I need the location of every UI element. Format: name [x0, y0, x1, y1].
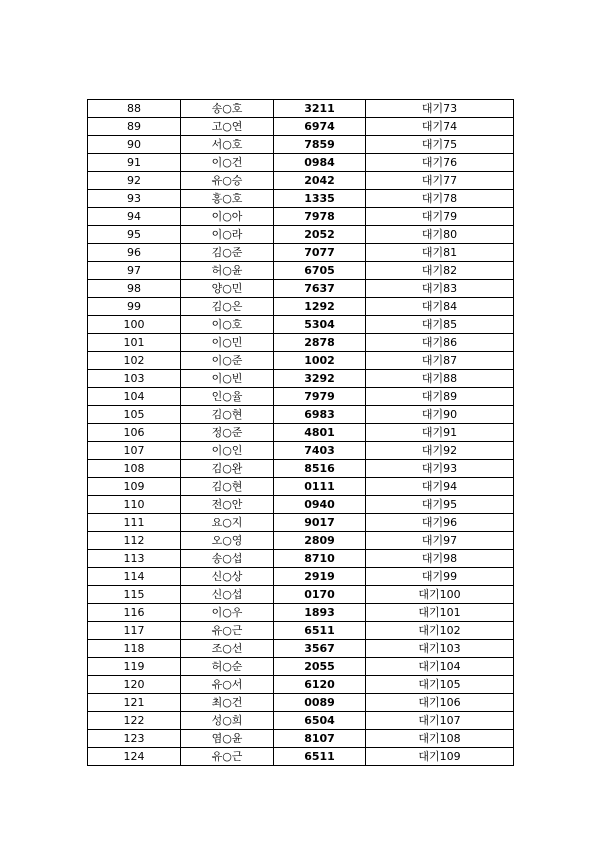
table-row — [88, 334, 514, 352]
name-cell: 서○호 — [181, 136, 274, 154]
row-number-cell: 111 — [88, 514, 181, 532]
row-number-cell: 110 — [88, 496, 181, 514]
wait-status-cell: 대기100 — [366, 586, 514, 604]
wait-status-cell: 대기89 — [366, 388, 514, 406]
table-row — [88, 136, 514, 154]
wait-status-cell: 대기107 — [366, 712, 514, 730]
row-number-cell: 105 — [88, 406, 181, 424]
wait-status-cell: 대기92 — [366, 442, 514, 460]
row-number-cell: 116 — [88, 604, 181, 622]
table-row — [88, 676, 514, 694]
table-row — [88, 370, 514, 388]
wait-status-cell: 대기106 — [366, 694, 514, 712]
row-number-cell: 114 — [88, 568, 181, 586]
wait-status-cell: 대기104 — [366, 658, 514, 676]
name-cell: 염○윤 — [181, 730, 274, 748]
name-cell: 허○윤 — [181, 262, 274, 280]
waitlist-table-body — [88, 100, 514, 766]
row-number-cell: 120 — [88, 676, 181, 694]
name-cell: 허○순 — [181, 658, 274, 676]
row-number-cell: 100 — [88, 316, 181, 334]
name-cell: 이○라 — [181, 226, 274, 244]
row-number-cell: 113 — [88, 550, 181, 568]
wait-status-cell: 대기99 — [366, 568, 514, 586]
code-cell: 4801 — [274, 424, 366, 442]
name-cell: 양○민 — [181, 280, 274, 298]
table-row — [88, 550, 514, 568]
code-cell: 7637 — [274, 280, 366, 298]
name-cell: 고○연 — [181, 118, 274, 136]
wait-status-cell: 대기88 — [366, 370, 514, 388]
code-cell: 2878 — [274, 334, 366, 352]
wait-status-cell: 대기79 — [366, 208, 514, 226]
wait-status-cell: 대기96 — [366, 514, 514, 532]
row-number-cell: 112 — [88, 532, 181, 550]
wait-status-cell: 대기85 — [366, 316, 514, 334]
wait-status-cell: 대기103 — [366, 640, 514, 658]
row-number-cell: 121 — [88, 694, 181, 712]
name-cell: 김○준 — [181, 244, 274, 262]
table-row — [88, 316, 514, 334]
name-cell: 성○희 — [181, 712, 274, 730]
code-cell: 8107 — [274, 730, 366, 748]
name-cell: 이○건 — [181, 154, 274, 172]
table-row — [88, 622, 514, 640]
table-row — [88, 118, 514, 136]
name-cell: 이○인 — [181, 442, 274, 460]
waitlist-table — [87, 99, 514, 766]
code-cell: 0984 — [274, 154, 366, 172]
name-cell: 김○은 — [181, 298, 274, 316]
name-cell: 이○호 — [181, 316, 274, 334]
wait-status-cell: 대기95 — [366, 496, 514, 514]
table-row — [88, 604, 514, 622]
name-cell: 이○우 — [181, 604, 274, 622]
name-cell: 김○완 — [181, 460, 274, 478]
wait-status-cell: 대기77 — [366, 172, 514, 190]
row-number-cell: 117 — [88, 622, 181, 640]
name-cell: 유○서 — [181, 676, 274, 694]
code-cell: 0940 — [274, 496, 366, 514]
table-row — [88, 586, 514, 604]
name-cell: 전○안 — [181, 496, 274, 514]
row-number-cell: 115 — [88, 586, 181, 604]
code-cell: 7979 — [274, 388, 366, 406]
code-cell: 8516 — [274, 460, 366, 478]
code-cell: 2919 — [274, 568, 366, 586]
table-row — [88, 190, 514, 208]
wait-status-cell: 대기94 — [366, 478, 514, 496]
name-cell: 유○근 — [181, 748, 274, 766]
code-cell: 6983 — [274, 406, 366, 424]
name-cell: 이○준 — [181, 352, 274, 370]
table-row — [88, 244, 514, 262]
code-cell: 6504 — [274, 712, 366, 730]
row-number-cell: 92 — [88, 172, 181, 190]
row-number-cell: 88 — [88, 100, 181, 118]
wait-status-cell: 대기98 — [366, 550, 514, 568]
table-row — [88, 496, 514, 514]
row-number-cell: 89 — [88, 118, 181, 136]
wait-status-cell: 대기91 — [366, 424, 514, 442]
wait-status-cell: 대기93 — [366, 460, 514, 478]
row-number-cell: 118 — [88, 640, 181, 658]
name-cell: 이○민 — [181, 334, 274, 352]
name-cell: 송○호 — [181, 100, 274, 118]
code-cell: 7978 — [274, 208, 366, 226]
code-cell: 2052 — [274, 226, 366, 244]
code-cell: 0111 — [274, 478, 366, 496]
name-cell: 최○건 — [181, 694, 274, 712]
wait-status-cell: 대기86 — [366, 334, 514, 352]
row-number-cell: 93 — [88, 190, 181, 208]
name-cell: 김○현 — [181, 406, 274, 424]
row-number-cell: 119 — [88, 658, 181, 676]
table-row — [88, 406, 514, 424]
code-cell: 9017 — [274, 514, 366, 532]
wait-status-cell: 대기73 — [366, 100, 514, 118]
code-cell: 2809 — [274, 532, 366, 550]
row-number-cell: 101 — [88, 334, 181, 352]
row-number-cell: 102 — [88, 352, 181, 370]
wait-status-cell: 대기101 — [366, 604, 514, 622]
row-number-cell: 98 — [88, 280, 181, 298]
row-number-cell: 106 — [88, 424, 181, 442]
table-row — [88, 478, 514, 496]
name-cell: 조○선 — [181, 640, 274, 658]
name-cell: 김○현 — [181, 478, 274, 496]
table-row — [88, 262, 514, 280]
table-row — [88, 172, 514, 190]
row-number-cell: 123 — [88, 730, 181, 748]
row-number-cell: 107 — [88, 442, 181, 460]
row-number-cell: 108 — [88, 460, 181, 478]
name-cell: 홍○호 — [181, 190, 274, 208]
code-cell: 2055 — [274, 658, 366, 676]
code-cell: 3211 — [274, 100, 366, 118]
name-cell: 유○승 — [181, 172, 274, 190]
name-cell: 이○빈 — [181, 370, 274, 388]
name-cell: 유○근 — [181, 622, 274, 640]
wait-status-cell: 대기108 — [366, 730, 514, 748]
table-row — [88, 568, 514, 586]
wait-status-cell: 대기74 — [366, 118, 514, 136]
wait-status-cell: 대기109 — [366, 748, 514, 766]
code-cell: 0089 — [274, 694, 366, 712]
row-number-cell: 95 — [88, 226, 181, 244]
table-row — [88, 730, 514, 748]
code-cell: 8710 — [274, 550, 366, 568]
table-row — [88, 460, 514, 478]
name-cell: 오○영 — [181, 532, 274, 550]
row-number-cell: 103 — [88, 370, 181, 388]
code-cell: 1893 — [274, 604, 366, 622]
code-cell: 1002 — [274, 352, 366, 370]
wait-status-cell: 대기102 — [366, 622, 514, 640]
table-row — [88, 748, 514, 766]
code-cell: 3292 — [274, 370, 366, 388]
table-row — [88, 226, 514, 244]
code-cell: 2042 — [274, 172, 366, 190]
table-row — [88, 154, 514, 172]
name-cell: 인○율 — [181, 388, 274, 406]
row-number-cell: 96 — [88, 244, 181, 262]
code-cell: 7859 — [274, 136, 366, 154]
row-number-cell: 91 — [88, 154, 181, 172]
code-cell: 6705 — [274, 262, 366, 280]
row-number-cell: 122 — [88, 712, 181, 730]
table-row — [88, 388, 514, 406]
wait-status-cell: 대기76 — [366, 154, 514, 172]
wait-status-cell: 대기105 — [366, 676, 514, 694]
code-cell: 6974 — [274, 118, 366, 136]
wait-status-cell: 대기90 — [366, 406, 514, 424]
wait-status-cell: 대기83 — [366, 280, 514, 298]
wait-status-cell: 대기80 — [366, 226, 514, 244]
table-row — [88, 532, 514, 550]
wait-status-cell: 대기87 — [366, 352, 514, 370]
wait-status-cell: 대기97 — [366, 532, 514, 550]
name-cell: 정○준 — [181, 424, 274, 442]
code-cell: 1335 — [274, 190, 366, 208]
name-cell: 이○아 — [181, 208, 274, 226]
table-row — [88, 712, 514, 730]
row-number-cell: 97 — [88, 262, 181, 280]
row-number-cell: 109 — [88, 478, 181, 496]
wait-status-cell: 대기78 — [366, 190, 514, 208]
table-row — [88, 514, 514, 532]
name-cell: 송○섭 — [181, 550, 274, 568]
name-cell: 신○섭 — [181, 586, 274, 604]
code-cell: 5304 — [274, 316, 366, 334]
table-row — [88, 298, 514, 316]
table-row — [88, 658, 514, 676]
name-cell: 요○지 — [181, 514, 274, 532]
table-row — [88, 280, 514, 298]
wait-status-cell: 대기84 — [366, 298, 514, 316]
row-number-cell: 124 — [88, 748, 181, 766]
wait-status-cell: 대기75 — [366, 136, 514, 154]
code-cell: 7077 — [274, 244, 366, 262]
table-row — [88, 424, 514, 442]
code-cell: 6511 — [274, 622, 366, 640]
table-row — [88, 208, 514, 226]
row-number-cell: 94 — [88, 208, 181, 226]
wait-status-cell: 대기82 — [366, 262, 514, 280]
code-cell: 7403 — [274, 442, 366, 460]
code-cell: 3567 — [274, 640, 366, 658]
row-number-cell: 104 — [88, 388, 181, 406]
code-cell: 0170 — [274, 586, 366, 604]
table-row — [88, 640, 514, 658]
row-number-cell: 90 — [88, 136, 181, 154]
wait-status-cell: 대기81 — [366, 244, 514, 262]
row-number-cell: 99 — [88, 298, 181, 316]
table-row — [88, 694, 514, 712]
code-cell: 6511 — [274, 748, 366, 766]
code-cell: 6120 — [274, 676, 366, 694]
name-cell: 신○상 — [181, 568, 274, 586]
table-row — [88, 100, 514, 118]
code-cell: 1292 — [274, 298, 366, 316]
table-row — [88, 352, 514, 370]
table-row — [88, 442, 514, 460]
